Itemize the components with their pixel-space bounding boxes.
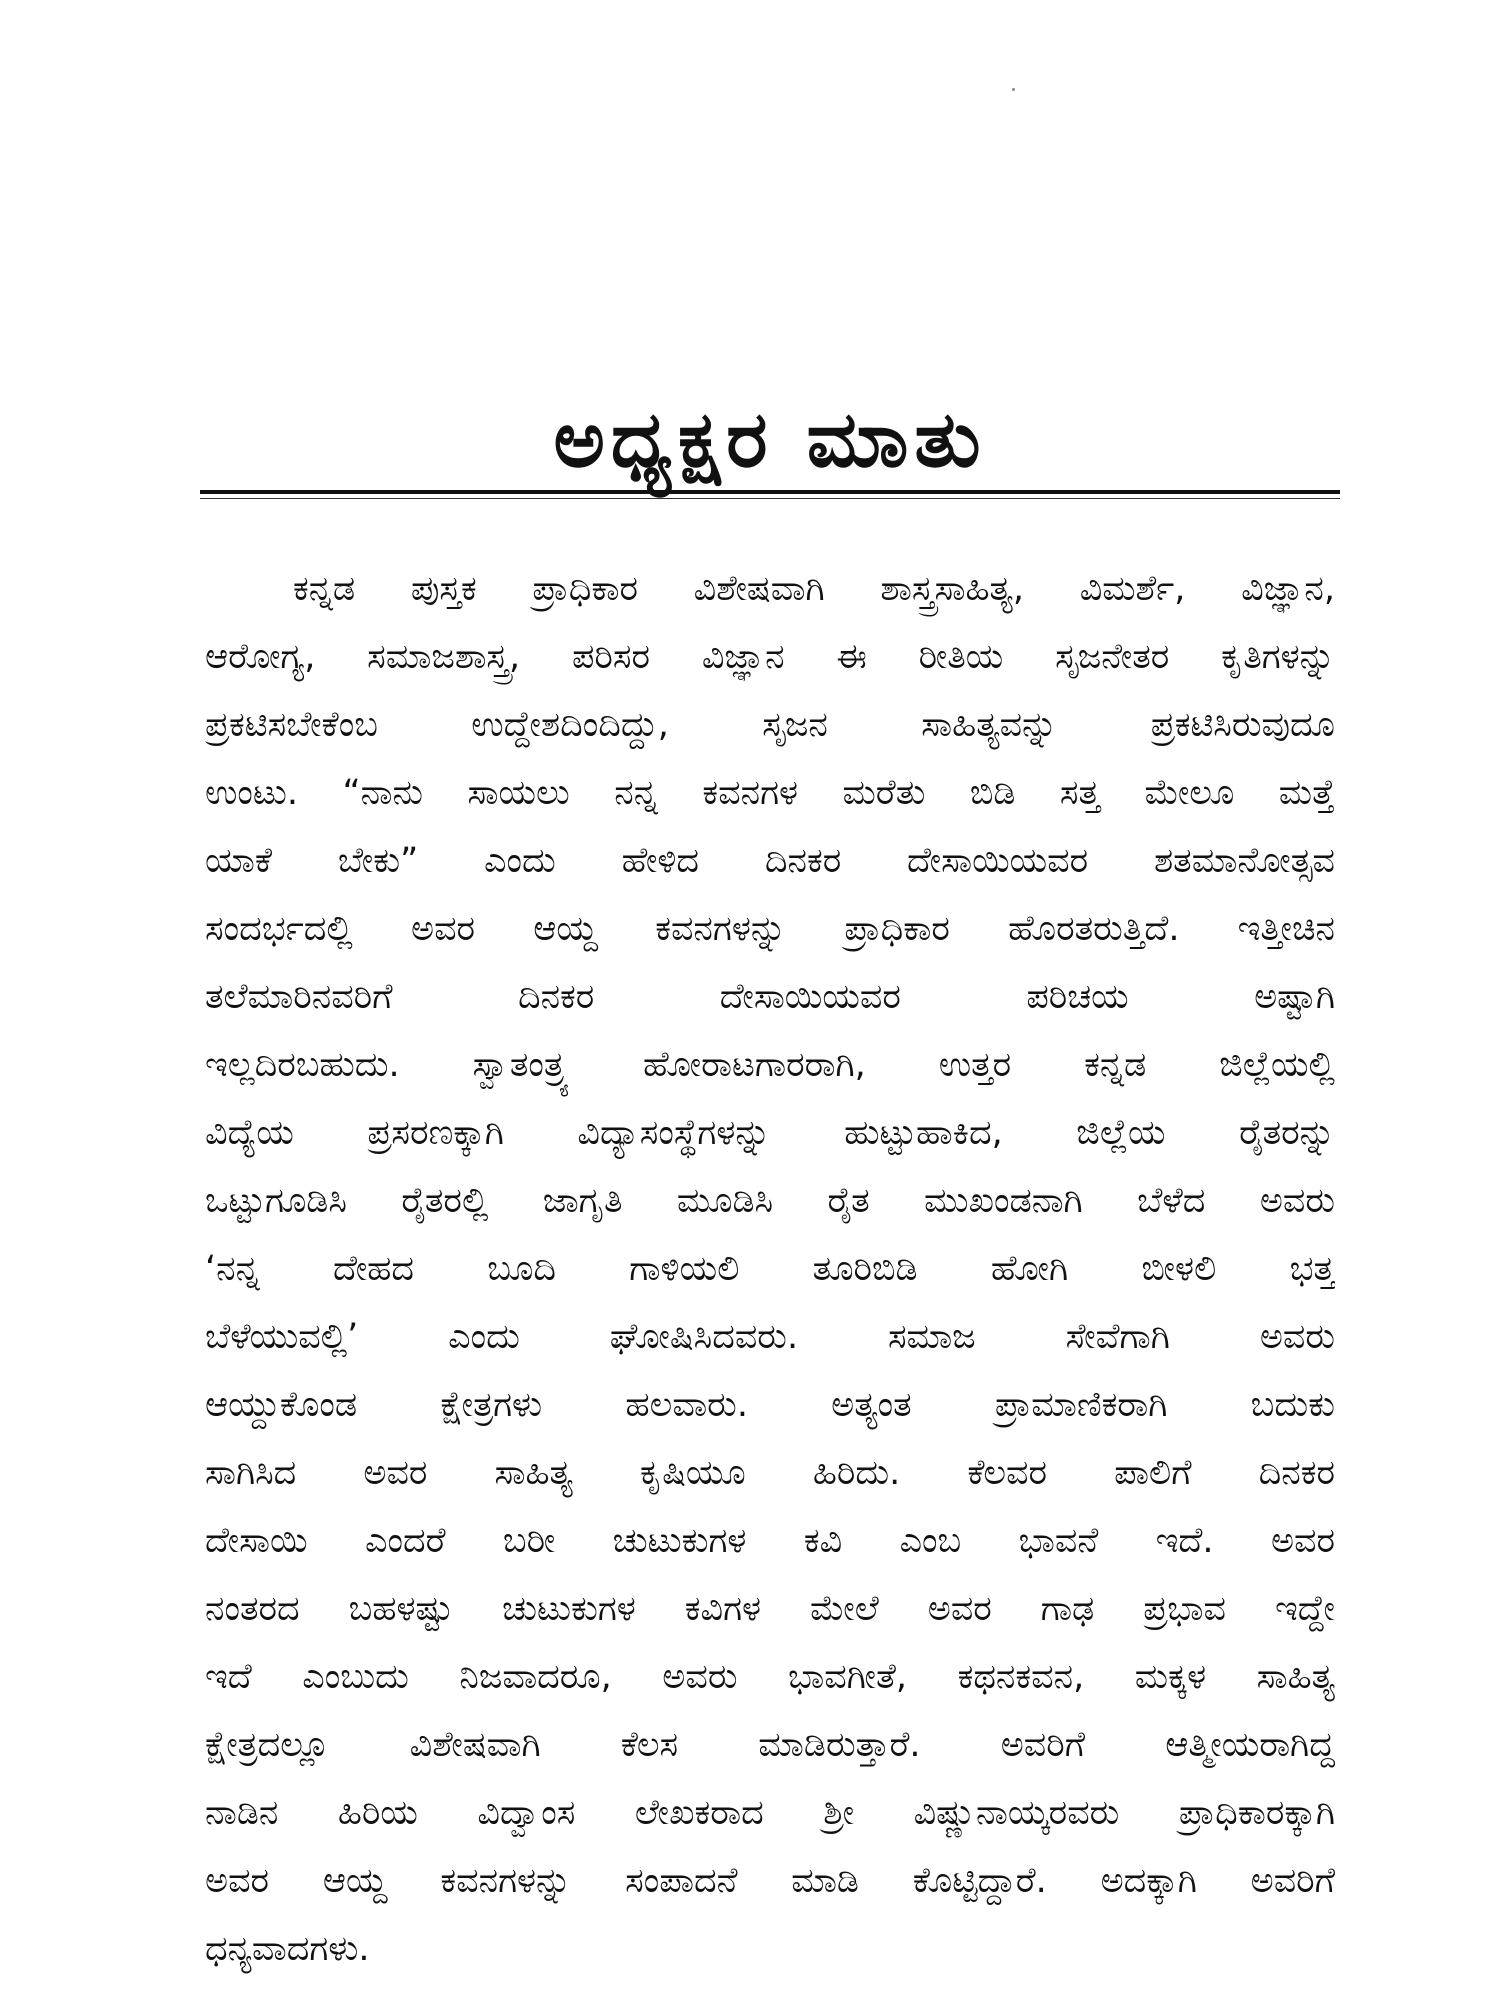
scan-speck: [1012, 88, 1015, 91]
paragraph-line: ಅವರ ಆಯ್ದ ಕವನಗಳನ್ನು ಸಂಪಾದನೆ ಮಾಡಿ ಕೊಟ್ಟಿದ್ದಾರೆ. ಅದಕ್ಕಾಗಿ ಅವರಿಗೆ: [205, 1861, 1335, 1901]
paragraph-line: ಇದೆ ಎಂಬುದು ನಿಜವಾದರೂ, ಅವರು ಭಾವಗೀತೆ, ಕಥನಕವನ, ಮಕ್ಕಳ ಸಾಹಿತ್ಯ: [205, 1657, 1335, 1697]
paragraph-line: ಧನ್ಯವಾದಗಳು.: [205, 1929, 370, 1969]
paragraph-line: ಆರೋಗ್ಯ, ಸಮಾಜಶಾಸ್ತ್ರ, ಪರಿಸರ ವಿಜ್ಞಾನ ಈ ರೀತಿಯ ಸೃಜನೇತರ ಕೃತಿಗಳನ್ನು: [205, 637, 1335, 677]
paragraph-line: ‘ನನ್ನ ದೇಹದ ಬೂದಿ ಗಾಳಿಯಲಿ ತೂರಿಬಿಡಿ ಹೋಗಿ ಬೀಳಲಿ ಭತ್ತ: [205, 1249, 1335, 1289]
paragraph-line: ಸಂದರ್ಭದಲ್ಲಿ ಅವರ ಆಯ್ದ ಕವನಗಳನ್ನು ಪ್ರಾಧಿಕಾರ ಹೊರತರುತ್ತಿದೆ. ಇತ್ತೀಚಿನ: [205, 909, 1335, 949]
paragraph-line: ಪ್ರಕಟಿಸಬೇಕೆಂಬ ಉದ್ದೇಶದಿಂದಿದ್ದು, ಸೃಜನ ಸಾಹಿತ್ಯವನ್ನು ಪ್ರಕಟಿಸಿರುವುದೂ: [205, 705, 1335, 745]
title-underline-thin: [200, 498, 1340, 499]
body-paragraph: [205, 555, 1335, 1983]
paragraph-line: ಕ್ಷೇತ್ರದಲ್ಲೂ ವಿಶೇಷವಾಗಿ ಕೆಲಸ ಮಾಡಿರುತ್ತಾರೆ. ಅವರಿಗೆ ಆತ್ಮೀಯರಾಗಿದ್ದ: [205, 1725, 1335, 1765]
paragraph-line: ಇಲ್ಲದಿರಬಹುದು. ಸ್ವಾತಂತ್ರ್ಯ ಹೋರಾಟಗಾರರಾಗಿ, ಉತ್ತರ ಕನ್ನಡ ಜಿಲ್ಲೆಯಲ್ಲಿ: [205, 1045, 1335, 1085]
paragraph-line: ವಿದ್ಯೆಯ ಪ್ರಸರಣಕ್ಕಾಗಿ ವಿದ್ಯಾಸಂಸ್ಥೆಗಳನ್ನು ಹುಟ್ಟುಹಾಕಿದ, ಜಿಲ್ಲೆಯ ರೈತರನ್ನು: [205, 1113, 1335, 1153]
paragraph-line: ಬೆಳೆಯುವಲ್ಲಿ’ ಎಂದು ಘೋಷಿಸಿದವರು. ಸಮಾಜ ಸೇವೆಗಾಗಿ ಅವರು: [205, 1317, 1335, 1357]
paragraph-line: ಸಾಗಿಸಿದ ಅವರ ಸಾಹಿತ್ಯ ಕೃಷಿಯೂ ಹಿರಿದು. ಕೆಲವರ ಪಾಲಿಗೆ ದಿನಕರ: [205, 1453, 1335, 1493]
paragraph-line: ನಾಡಿನ ಹಿರಿಯ ವಿದ್ವಾಂಸ ಲೇಖಕರಾದ ಶ್ರೀ ವಿಷ್ಣುನಾಯ್ಕರವರು ಪ್ರಾಧಿಕಾರಕ್ಕಾಗಿ: [205, 1793, 1335, 1833]
paragraph-line: ಉಂಟು. “ನಾನು ಸಾಯಲು ನನ್ನ ಕವನಗಳ ಮರೆತು ಬಿಡಿ ಸತ್ತ ಮೇಲೂ ಮತ್ತೆ: [205, 773, 1335, 813]
paragraph-line: ಆಯ್ದುಕೊಂಡ ಕ್ಷೇತ್ರಗಳು ಹಲವಾರು. ಅತ್ಯಂತ ಪ್ರಾಮಾಣಿಕರಾಗಿ ಬದುಕು: [205, 1385, 1335, 1425]
paragraph-line: ಯಾಕೆ ಬೇಕು” ಎಂದು ಹೇಳಿದ ದಿನಕರ ದೇಸಾಯಿಯವರ ಶತಮಾನೋತ್ಸವ: [205, 841, 1335, 881]
title-underline-thick: [200, 490, 1340, 494]
paragraph-line: ನಂತರದ ಬಹಳಷ್ಟು ಚುಟುಕುಗಳ ಕವಿಗಳ ಮೇಲೆ ಅವರ ಗಾಢ ಪ್ರಭಾವ ಇದ್ದೇ: [205, 1589, 1335, 1629]
paragraph-line: ತಲೆಮಾರಿನವರಿಗೆ ದಿನಕರ ದೇಸಾಯಿಯವರ ಪರಿಚಯ ಅಷ್ಟಾಗಿ: [205, 977, 1335, 1017]
paragraph-line: ದೇಸಾಯಿ ಎಂದರೆ ಬರೀ ಚುಟುಕುಗಳ ಕವಿ ಎಂಬ ಭಾವನೆ ಇದೆ. ಅವರ: [205, 1521, 1335, 1561]
page-title: ಅಧ್ಯಕ್ಷರ ಮಾತು: [553, 395, 987, 485]
paragraph-line: ಕನ್ನಡ ಪುಸ್ತಕ ಪ್ರಾಧಿಕಾರ ವಿಶೇಷವಾಗಿ ಶಾಸ್ತ್ರಸಾಹಿತ್ಯ, ವಿಮರ್ಶೆ, ವಿಜ್ಞಾನ,: [293, 569, 1335, 609]
paragraph-line: ಒಟ್ಟುಗೂಡಿಸಿ ರೈತರಲ್ಲಿ ಜಾಗೃತಿ ಮೂಡಿಸಿ ರೈತ ಮುಖಂಡನಾಗಿ ಬೆಳೆದ ಅವರು: [205, 1181, 1335, 1221]
